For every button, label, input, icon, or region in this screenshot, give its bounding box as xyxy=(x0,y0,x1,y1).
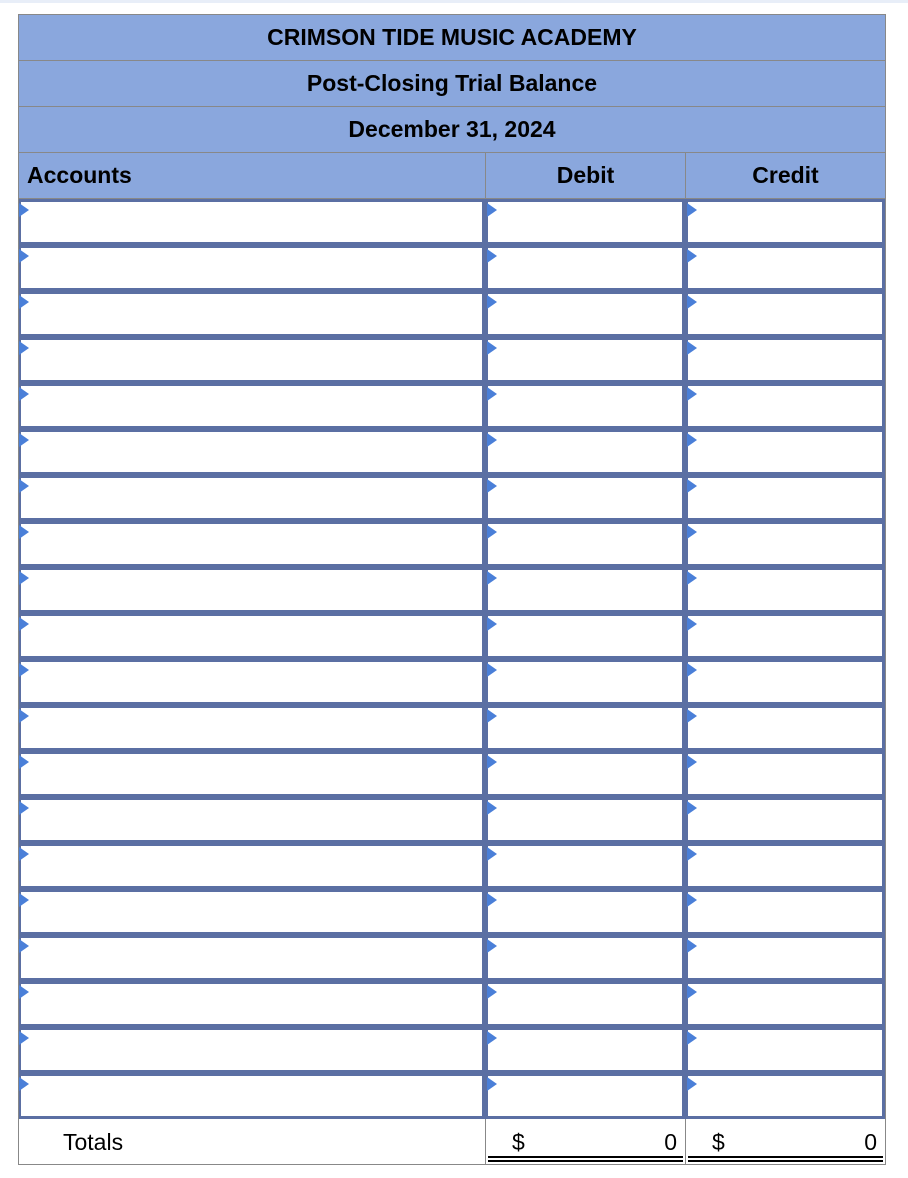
credit-cell xyxy=(685,429,885,475)
debit-input[interactable] xyxy=(488,1030,682,1070)
credit-input[interactable] xyxy=(688,616,882,656)
table-row xyxy=(19,797,885,843)
credit-cell xyxy=(685,1073,885,1119)
table-row xyxy=(19,751,885,797)
debit-cell xyxy=(485,843,685,889)
dropdown-marker-icon[interactable] xyxy=(19,433,29,447)
dropdown-marker-icon[interactable] xyxy=(19,893,29,907)
dropdown-marker-icon[interactable] xyxy=(19,1077,29,1091)
account-cell xyxy=(19,429,485,475)
credit-cell xyxy=(685,935,885,981)
table-row xyxy=(19,705,885,751)
account-cell xyxy=(19,199,485,245)
column-header-row xyxy=(19,153,885,199)
credit-input[interactable] xyxy=(688,432,882,472)
debit-input[interactable] xyxy=(488,662,682,702)
dropdown-marker-icon[interactable] xyxy=(19,479,29,493)
dropdown-marker-icon[interactable] xyxy=(687,801,697,815)
totals-row xyxy=(19,1119,885,1165)
debit-cell xyxy=(485,199,685,245)
table-row xyxy=(19,659,885,705)
account-input[interactable] xyxy=(21,570,482,610)
credit-cell xyxy=(685,1027,885,1073)
account-input[interactable] xyxy=(21,478,482,518)
account-input[interactable] xyxy=(21,892,482,932)
credit-total-value: 0 xyxy=(864,1128,877,1155)
accounts-header: Accounts xyxy=(27,162,132,188)
credit-cell xyxy=(685,337,885,383)
dropdown-marker-icon[interactable] xyxy=(487,801,497,815)
debit-input[interactable] xyxy=(488,846,682,886)
credit-input[interactable] xyxy=(688,248,882,288)
account-cell xyxy=(19,705,485,751)
table-row xyxy=(19,935,885,981)
table-row xyxy=(19,1073,885,1119)
debit-input[interactable] xyxy=(488,708,682,748)
table-row xyxy=(19,383,885,429)
debit-cell xyxy=(485,705,685,751)
dropdown-marker-icon[interactable] xyxy=(19,847,29,861)
account-cell xyxy=(19,291,485,337)
debit-cell xyxy=(485,245,685,291)
dropdown-marker-icon[interactable] xyxy=(687,985,697,999)
debit-cell xyxy=(485,935,685,981)
debit-cell xyxy=(485,567,685,613)
account-input[interactable] xyxy=(21,754,482,794)
debit-cell xyxy=(485,751,685,797)
dropdown-marker-icon[interactable] xyxy=(487,387,497,401)
dropdown-marker-icon[interactable] xyxy=(687,387,697,401)
credit-input[interactable] xyxy=(688,1030,882,1070)
account-input[interactable] xyxy=(21,524,482,564)
dropdown-marker-icon[interactable] xyxy=(19,801,29,815)
dropdown-marker-icon[interactable] xyxy=(19,571,29,585)
debit-total xyxy=(485,1119,685,1165)
table-row xyxy=(19,337,885,383)
dropdown-marker-icon[interactable] xyxy=(687,249,697,263)
credit-cell xyxy=(685,613,885,659)
table-row xyxy=(19,981,885,1027)
credit-input[interactable] xyxy=(688,478,882,518)
account-input[interactable] xyxy=(21,846,482,886)
dropdown-marker-icon[interactable] xyxy=(487,341,497,355)
dropdown-marker-icon[interactable] xyxy=(487,985,497,999)
debit-input[interactable] xyxy=(488,754,682,794)
dropdown-marker-icon[interactable] xyxy=(19,755,29,769)
debit-input[interactable] xyxy=(488,202,682,242)
dropdown-marker-icon[interactable] xyxy=(19,663,29,677)
account-input[interactable] xyxy=(21,202,482,242)
dropdown-marker-icon[interactable] xyxy=(487,571,497,585)
table-row xyxy=(19,429,885,475)
table-row xyxy=(19,843,885,889)
credit-input[interactable] xyxy=(688,386,882,426)
entry-rows xyxy=(19,199,885,1119)
debit-cell xyxy=(485,889,685,935)
credit-cell xyxy=(685,981,885,1027)
dropdown-marker-icon[interactable] xyxy=(487,525,497,539)
account-cell xyxy=(19,1027,485,1073)
table-row xyxy=(19,889,885,935)
debit-input[interactable] xyxy=(488,892,682,932)
account-cell xyxy=(19,475,485,521)
top-divider xyxy=(0,0,908,3)
debit-input[interactable] xyxy=(488,570,682,610)
account-cell xyxy=(19,245,485,291)
totals-label: Totals xyxy=(63,1128,124,1155)
dropdown-marker-icon[interactable] xyxy=(487,893,497,907)
debit-total-value: 0 xyxy=(664,1128,677,1155)
debit-input[interactable] xyxy=(488,340,682,380)
account-input[interactable] xyxy=(21,616,482,656)
dropdown-marker-icon[interactable] xyxy=(687,433,697,447)
dropdown-marker-icon[interactable] xyxy=(487,709,497,723)
account-cell xyxy=(19,981,485,1027)
dropdown-marker-icon[interactable] xyxy=(687,847,697,861)
account-cell xyxy=(19,797,485,843)
dropdown-marker-icon[interactable] xyxy=(487,1031,497,1045)
dropdown-marker-icon[interactable] xyxy=(19,1031,29,1045)
dropdown-marker-icon[interactable] xyxy=(487,847,497,861)
dropdown-marker-icon[interactable] xyxy=(19,295,29,309)
dropdown-marker-icon[interactable] xyxy=(487,295,497,309)
table-row xyxy=(19,613,885,659)
account-cell xyxy=(19,935,485,981)
table-row xyxy=(19,291,885,337)
debit-cell xyxy=(485,1073,685,1119)
account-input[interactable] xyxy=(21,662,482,702)
credit-input[interactable] xyxy=(688,294,882,334)
credit-input[interactable] xyxy=(688,984,882,1024)
account-cell xyxy=(19,567,485,613)
account-cell xyxy=(19,337,485,383)
account-input[interactable] xyxy=(21,800,482,840)
credit-cell xyxy=(685,705,885,751)
credit-cell xyxy=(685,245,885,291)
company-name: CRIMSON TIDE MUSIC ACADEMY xyxy=(19,15,885,61)
debit-cell xyxy=(485,521,685,567)
credit-input[interactable] xyxy=(688,892,882,932)
report-date: December 31, 2024 xyxy=(19,107,885,153)
debit-total-currency: $ xyxy=(512,1128,525,1155)
account-input[interactable] xyxy=(21,1030,482,1070)
debit-cell xyxy=(485,291,685,337)
debit-input[interactable] xyxy=(488,800,682,840)
credit-input[interactable] xyxy=(688,846,882,886)
debit-cell xyxy=(485,613,685,659)
debit-cell xyxy=(485,797,685,843)
table-row xyxy=(19,245,885,291)
table-row xyxy=(19,199,885,245)
dropdown-marker-icon[interactable] xyxy=(687,341,697,355)
credit-cell xyxy=(685,889,885,935)
account-input[interactable] xyxy=(21,1076,482,1116)
debit-input[interactable] xyxy=(488,524,682,564)
debit-cell xyxy=(485,383,685,429)
table-row xyxy=(19,475,885,521)
account-cell xyxy=(19,751,485,797)
account-cell xyxy=(19,613,485,659)
credit-input[interactable] xyxy=(688,800,882,840)
credit-cell xyxy=(685,797,885,843)
debit-input[interactable] xyxy=(488,294,682,334)
credit-input[interactable] xyxy=(688,754,882,794)
credit-cell xyxy=(685,291,885,337)
dropdown-marker-icon[interactable] xyxy=(487,663,497,677)
dropdown-marker-icon[interactable] xyxy=(687,203,697,217)
debit-input[interactable] xyxy=(488,616,682,656)
dropdown-marker-icon[interactable] xyxy=(687,893,697,907)
credit-cell xyxy=(685,521,885,567)
credit-cell xyxy=(685,567,885,613)
credit-input[interactable] xyxy=(688,1076,882,1116)
account-input[interactable] xyxy=(21,294,482,334)
report-title: Post-Closing Trial Balance xyxy=(19,61,885,107)
account-input[interactable] xyxy=(21,708,482,748)
debit-input[interactable] xyxy=(488,248,682,288)
account-cell xyxy=(19,889,485,935)
debit-cell xyxy=(485,429,685,475)
dropdown-marker-icon[interactable] xyxy=(687,479,697,493)
dropdown-marker-icon[interactable] xyxy=(487,479,497,493)
dropdown-marker-icon[interactable] xyxy=(487,939,497,953)
credit-input[interactable] xyxy=(688,524,882,564)
account-cell xyxy=(19,1073,485,1119)
credit-input[interactable] xyxy=(688,662,882,702)
debit-input[interactable] xyxy=(488,1076,682,1116)
dropdown-marker-icon[interactable] xyxy=(487,203,497,217)
debit-input[interactable] xyxy=(488,938,682,978)
credit-input[interactable] xyxy=(688,202,882,242)
dropdown-marker-icon[interactable] xyxy=(687,1077,697,1091)
debit-input[interactable] xyxy=(488,478,682,518)
dropdown-marker-icon[interactable] xyxy=(687,525,697,539)
debit-cell xyxy=(485,337,685,383)
credit-cell xyxy=(685,751,885,797)
dropdown-marker-icon[interactable] xyxy=(687,755,697,769)
dropdown-marker-icon[interactable] xyxy=(687,295,697,309)
debit-cell xyxy=(485,659,685,705)
table-row xyxy=(19,521,885,567)
dropdown-marker-icon[interactable] xyxy=(19,939,29,953)
dropdown-marker-icon[interactable] xyxy=(487,617,497,631)
credit-input[interactable] xyxy=(688,938,882,978)
dropdown-marker-icon[interactable] xyxy=(687,663,697,677)
credit-total-currency: $ xyxy=(712,1128,725,1155)
debit-cell xyxy=(485,981,685,1027)
dropdown-marker-icon[interactable] xyxy=(487,755,497,769)
account-input[interactable] xyxy=(21,340,482,380)
debit-input[interactable] xyxy=(488,386,682,426)
dropdown-marker-icon[interactable] xyxy=(19,525,29,539)
dropdown-marker-icon[interactable] xyxy=(19,203,29,217)
account-input[interactable] xyxy=(21,432,482,472)
account-cell xyxy=(19,383,485,429)
account-input[interactable] xyxy=(21,386,482,426)
credit-cell xyxy=(685,199,885,245)
account-input[interactable] xyxy=(21,984,482,1024)
dropdown-marker-icon[interactable] xyxy=(19,709,29,723)
debit-header: Debit xyxy=(485,153,685,198)
credit-cell xyxy=(685,475,885,521)
credit-total xyxy=(685,1119,885,1165)
dropdown-marker-icon[interactable] xyxy=(487,1077,497,1091)
table-row xyxy=(19,567,885,613)
dropdown-marker-icon[interactable] xyxy=(687,709,697,723)
debit-input[interactable] xyxy=(488,984,682,1024)
dropdown-marker-icon[interactable] xyxy=(487,249,497,263)
credit-input[interactable] xyxy=(688,340,882,380)
dropdown-marker-icon[interactable] xyxy=(687,617,697,631)
dropdown-marker-icon[interactable] xyxy=(19,387,29,401)
dropdown-marker-icon[interactable] xyxy=(487,433,497,447)
debit-cell xyxy=(485,1027,685,1073)
account-cell xyxy=(19,521,485,567)
dropdown-marker-icon[interactable] xyxy=(19,341,29,355)
credit-cell xyxy=(685,659,885,705)
dropdown-marker-icon[interactable] xyxy=(19,985,29,999)
account-input[interactable] xyxy=(21,938,482,978)
credit-input[interactable] xyxy=(688,708,882,748)
dropdown-marker-icon[interactable] xyxy=(687,939,697,953)
account-input[interactable] xyxy=(21,248,482,288)
account-cell xyxy=(19,659,485,705)
debit-cell xyxy=(485,475,685,521)
dropdown-marker-icon[interactable] xyxy=(19,249,29,263)
dropdown-marker-icon[interactable] xyxy=(19,617,29,631)
credit-cell xyxy=(685,383,885,429)
debit-input[interactable] xyxy=(488,432,682,472)
dropdown-marker-icon[interactable] xyxy=(687,571,697,585)
dropdown-marker-icon[interactable] xyxy=(687,1031,697,1045)
account-cell xyxy=(19,843,485,889)
credit-header: Credit xyxy=(685,153,885,198)
credit-cell xyxy=(685,843,885,889)
trial-balance-sheet xyxy=(18,14,886,1165)
credit-input[interactable] xyxy=(688,570,882,610)
table-row xyxy=(19,1027,885,1073)
